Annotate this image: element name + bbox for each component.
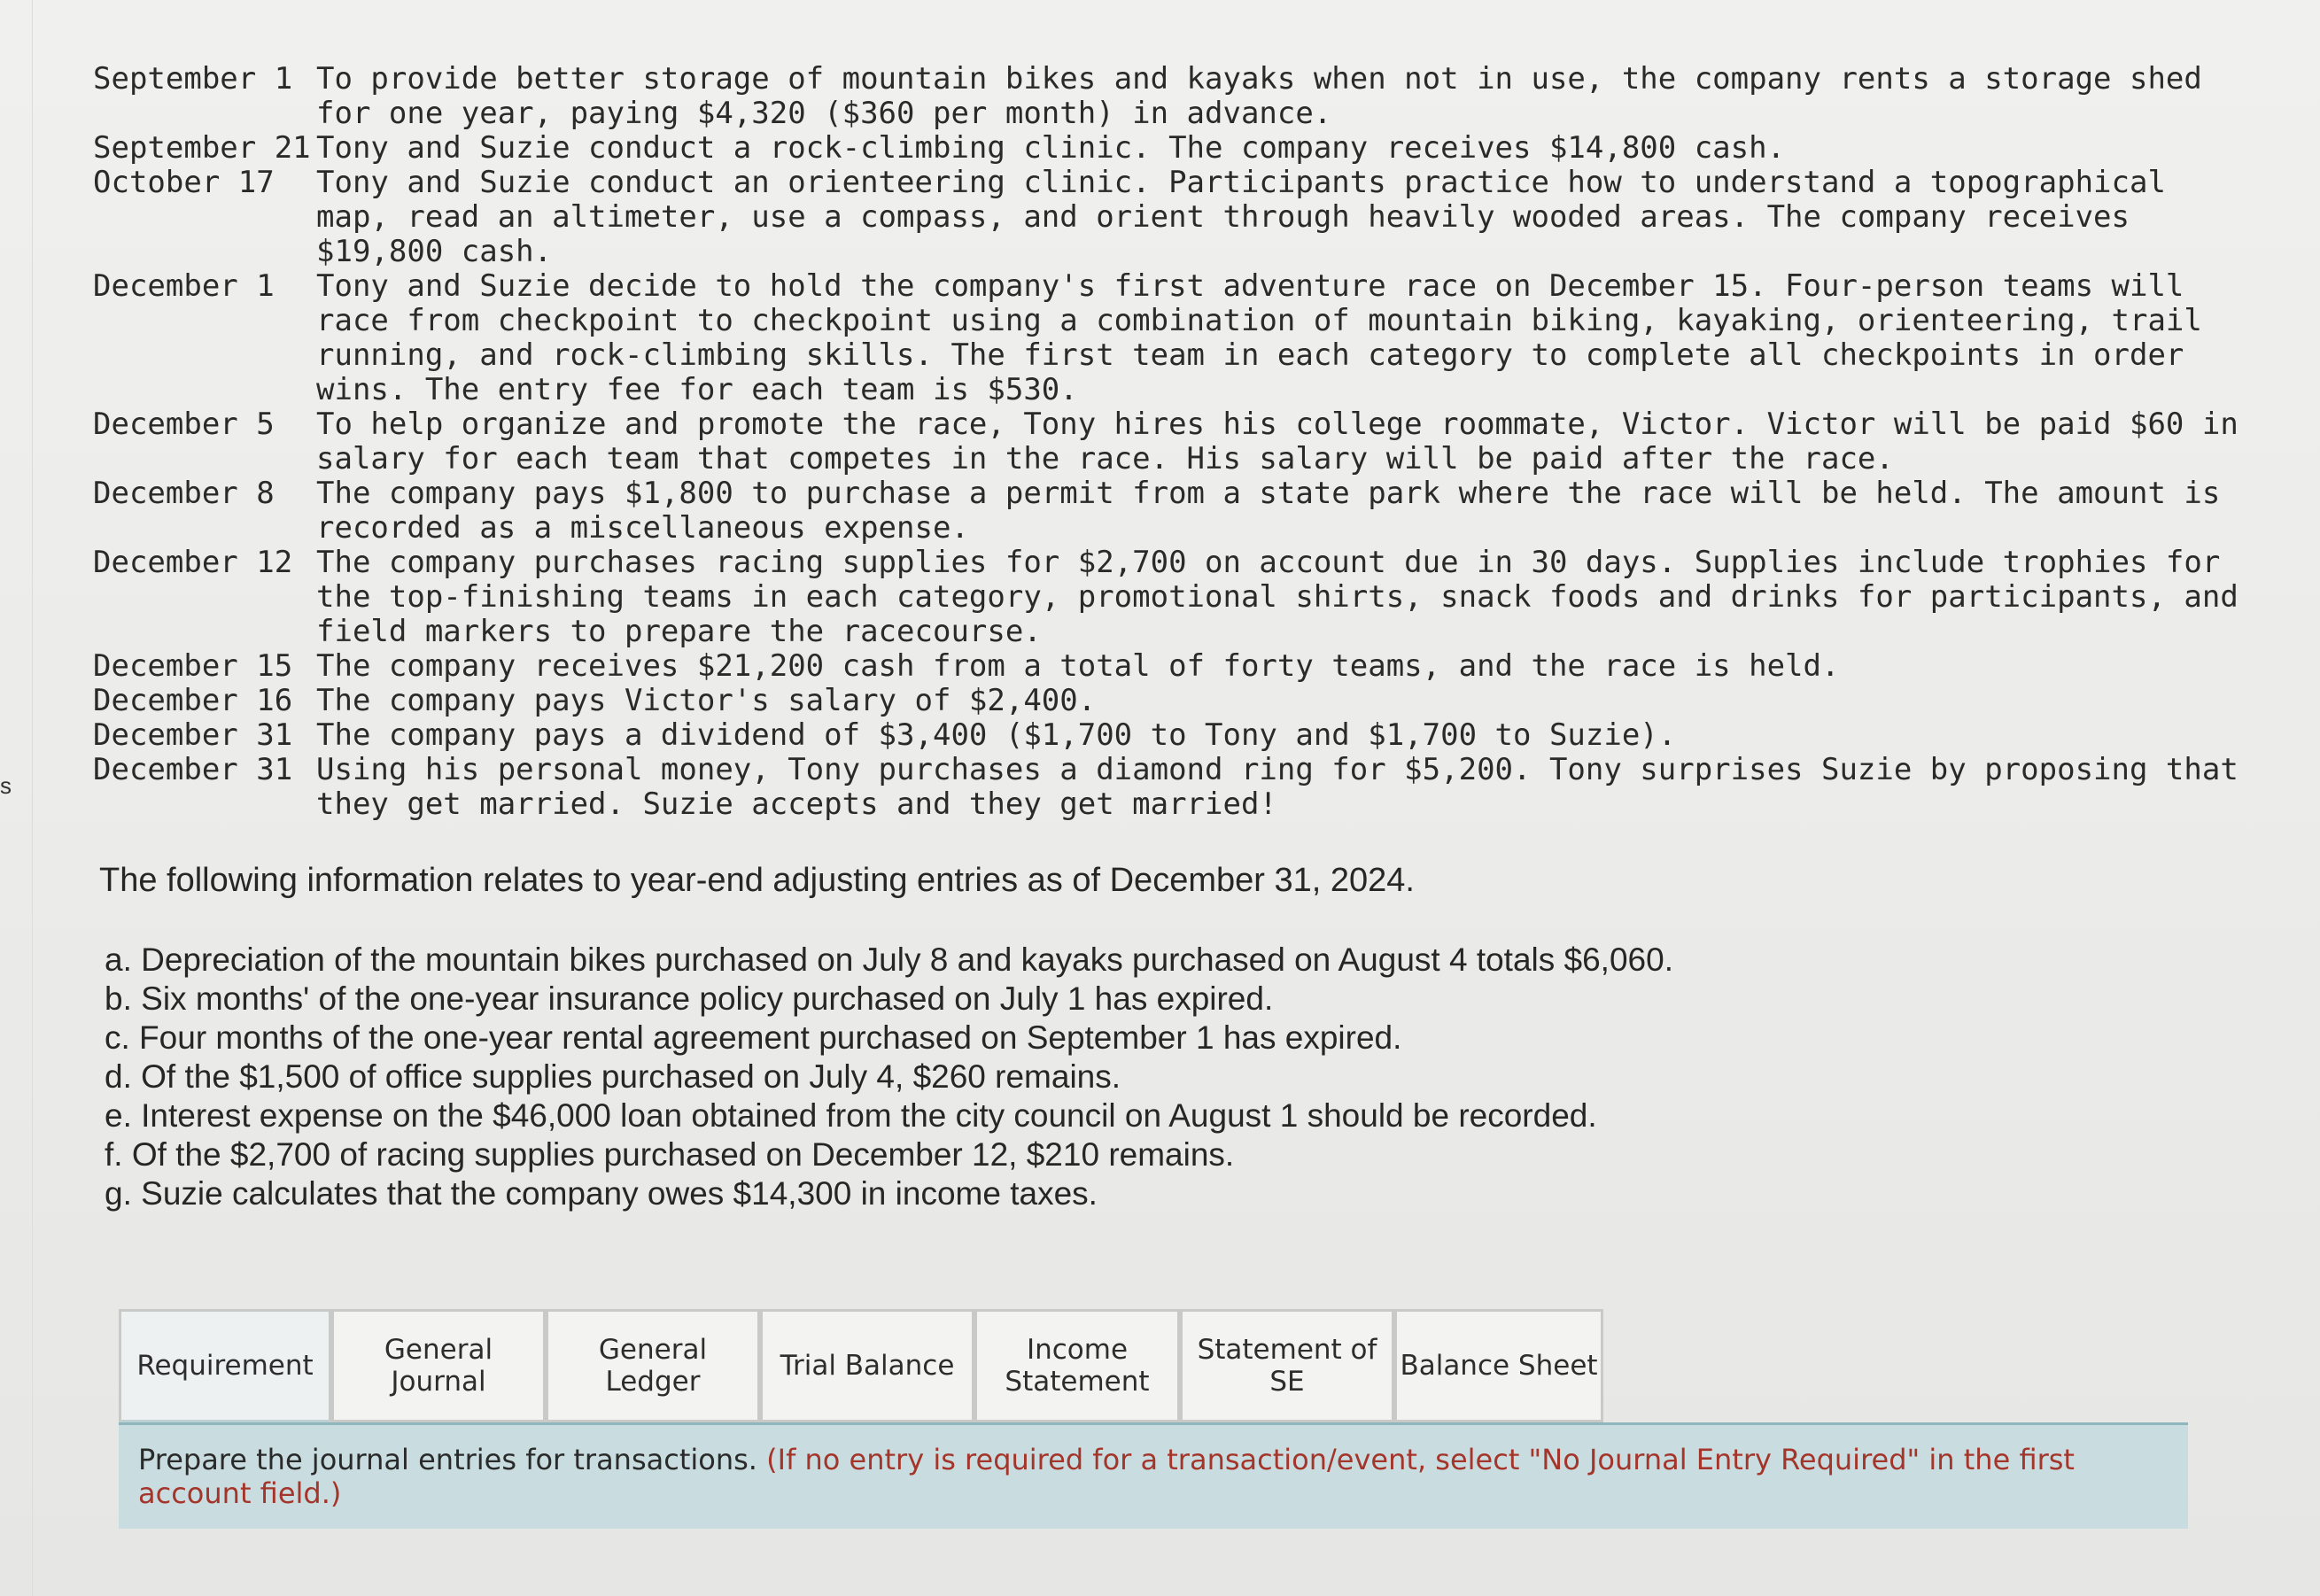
transaction-row: [93, 649, 2254, 684]
adjustment-item: c. Four months of the one-year rental agreement purchased on September 1 has expired.: [105, 1019, 1402, 1056]
transaction-date: September 1: [93, 61, 293, 97]
requirement-tabs: [119, 1309, 1603, 1422]
transaction-date: December 12: [93, 545, 293, 580]
tab-label: General Journal: [384, 1334, 493, 1398]
transaction-text: The company purchases racing supplies for $2,700 on account due in 30 days. Supplies include trophies for the top-finishing teams in each category, promotional shirts, snack foods and drinks for participants, and field markers to prepare the racecourse.: [316, 545, 2239, 649]
tab-general-ledger[interactable]: [546, 1309, 760, 1422]
adjusting-entries-intro: The following information relates to year-end adjusting entries as of December 31, 2024.: [99, 862, 1415, 899]
adjustment-item: d. Of the $1,500 of office supplies purchased on July 4, $260 remains.: [105, 1058, 1121, 1095]
transaction-row: [93, 753, 2254, 822]
transaction-text: The company pays a dividend of $3,400 ($1,700 to Tony and $1,700 to Suzie).: [316, 717, 1677, 753]
transaction-row: [93, 476, 2254, 546]
transaction-text: The company pays $1,800 to purchase a permit from a state park where the race will be held. The amount is recorded as a miscellaneous expense.: [316, 476, 2221, 546]
instruction-note: (If no entry is required for a transaction/event, select "No Journal Entry Required" in the first account field.): [138, 1443, 2075, 1510]
tab-label: General Ledger: [598, 1334, 708, 1398]
transaction-date: December 15: [93, 648, 293, 684]
tab-balance-sheet[interactable]: [1394, 1309, 1603, 1422]
transaction-date: December 16: [93, 683, 293, 718]
transaction-date: December 5: [93, 407, 275, 442]
transaction-row: [93, 62, 2254, 131]
adjustment-item: g. Suzie calculates that the company owes $14,300 in income taxes.: [105, 1175, 1098, 1212]
instruction-panel: [119, 1422, 2188, 1529]
transaction-row: [93, 131, 2254, 166]
tab-label: Balance Sheet: [1400, 1350, 1598, 1382]
adjustment-item: e. Interest expense on the $46,000 loan obtained from the city council on August 1 should be recorded.: [105, 1097, 1597, 1134]
transaction-text: The company receives $21,200 cash from a total of forty teams, and the race is held.: [316, 648, 1840, 684]
tab-general-journal[interactable]: [331, 1309, 546, 1422]
transaction-row: [93, 166, 2254, 269]
transaction-date: December 1: [93, 268, 275, 304]
adjustment-item: f. Of the $2,700 of racing supplies purchased on December 12, $210 remains.: [105, 1136, 1235, 1173]
transaction-row: [93, 684, 2254, 718]
adjustment-item: b. Six months' of the one-year insurance policy purchased on July 1 has expired.: [105, 980, 1274, 1017]
transaction-text: Tony and Suzie conduct a rock-climbing clinic. The company receives $14,800 cash.: [316, 130, 1786, 166]
tab-income-statement[interactable]: [974, 1309, 1180, 1422]
transaction-date: December 8: [93, 476, 275, 511]
tab-trial-balance[interactable]: [760, 1309, 974, 1422]
transaction-text: Tony and Suzie conduct an orienteering clinic. Participants practice how to understand a topographical map, read an altimeter, use a compass, and orient through heavily wooded areas. The company receives $19,800 cash.: [316, 165, 2166, 269]
transaction-row: [93, 718, 2254, 753]
transaction-date: October 17: [93, 165, 275, 200]
tab-label: Statement of SE: [1197, 1334, 1377, 1398]
tab-statement-of-se[interactable]: [1180, 1309, 1394, 1422]
transaction-text: Tony and Suzie decide to hold the company's first adventure race on December 15. Four-person teams will race from checkpoint to checkpoint using a combination of mountain biking, kayaking, orienteering, trail running, and rock-climbing skills. The first team in each category to complete all checkpoints in order wins. The entry fee for each team is $530.: [316, 268, 2202, 407]
transaction-date: December 31: [93, 752, 293, 787]
transaction-date: September 21: [93, 130, 311, 166]
transaction-date: December 31: [93, 717, 293, 753]
tab-label: Trial Balance: [780, 1350, 955, 1382]
transaction-text: To help organize and promote the race, Tony hires his college roommate, Victor. Victor will be paid $60 in salary for each team that competes in the race. His salary will be paid after the race.: [316, 407, 2239, 476]
tab-requirement[interactable]: [119, 1309, 331, 1422]
transaction-text: To provide better storage of mountain bikes and kayaks when not in use, the company rents a storage shed for one year, paying $4,320 ($360 per month) in advance.: [316, 61, 2202, 131]
edge-text: s: [0, 772, 12, 799]
transaction-text: Using his personal money, Tony purchases a diamond ring for $5,200. Tony surprises Suzie by proposing that they get married. Suzie accepts and they get married!: [316, 752, 2239, 822]
tab-label: Requirement: [136, 1350, 314, 1382]
transaction-list: [93, 62, 2254, 822]
instruction-text: Prepare the journal entries for transactions.: [138, 1443, 757, 1476]
transaction-row: [93, 407, 2254, 476]
transaction-text: The company pays Victor's salary of $2,400.: [316, 683, 1097, 718]
transaction-row: [93, 546, 2254, 649]
adjustment-item: a. Depreciation of the mountain bikes purchased on July 8 and kayaks purchased on August 4 totals $6,060.: [105, 941, 1673, 978]
transaction-row: [93, 269, 2254, 407]
adjustments-list: [105, 941, 1673, 1213]
tab-label: Income Statement: [1005, 1334, 1150, 1398]
